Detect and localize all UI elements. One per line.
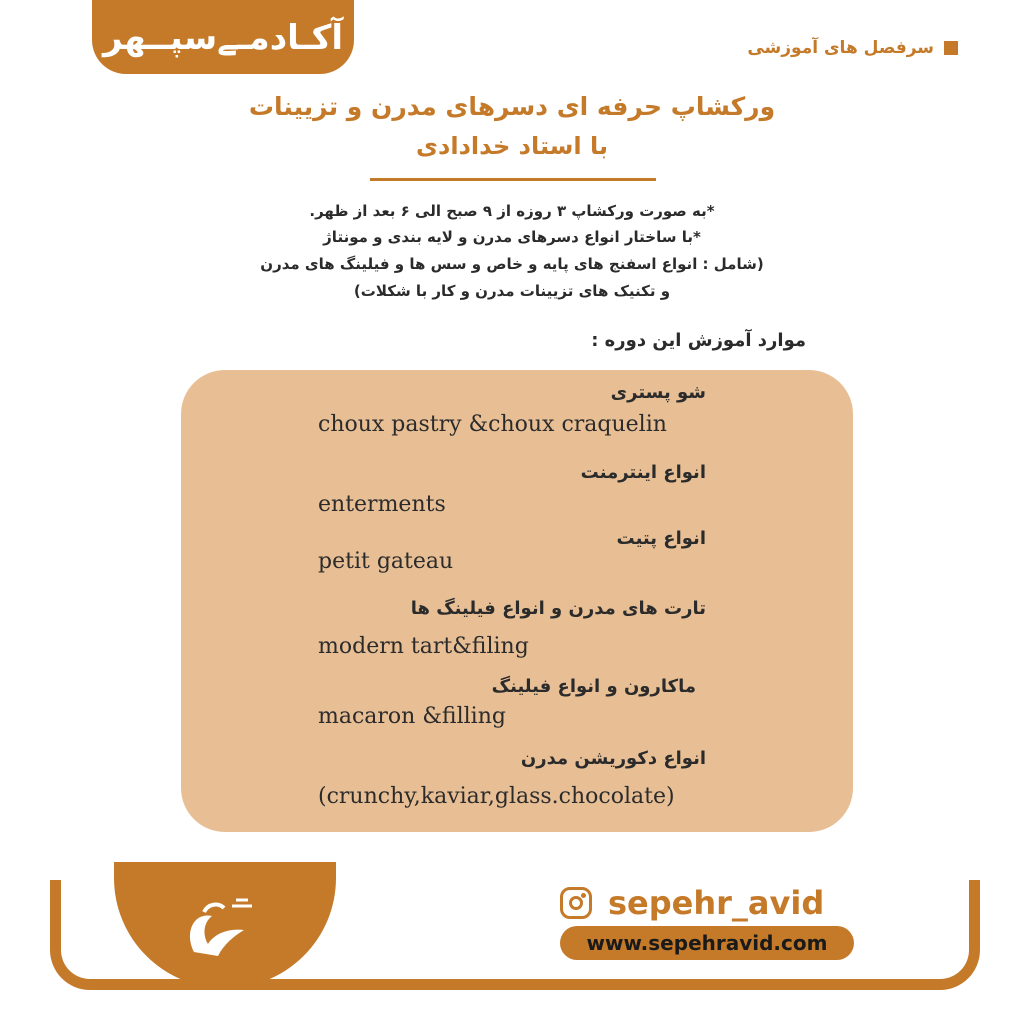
section-label [747,38,958,58]
topic-title-en: petit gateau [318,549,454,574]
topic-title-en: modern tart&filing [318,634,529,659]
topic-title-en: (crunchy,kaviar,glass.chocolate) [318,784,675,809]
workshop-instructor: با استاد خدادادی [416,132,608,160]
brand-name: آکـادمـےسپــهر [102,17,343,58]
bird-logo-icon [174,882,274,972]
topic-title-fa: انواع پتیت [616,528,706,549]
brand-tab [92,0,354,74]
workshop-title: ورکشاپ حرفه ای دسرهای مدرن و تزیینات [248,92,776,121]
topic-title-en: macaron &filling [318,704,506,729]
topic-title-en: enterments [318,492,446,517]
description-line: (شامل : انواع اسفنج های پایه و خاص و سس ها و فیلینگ های مدرن [260,255,764,273]
description-line: *با ساختار انواع دسرهای مدرن و لایه بندی و مونتاژ [323,228,701,246]
topic-title-fa: ماکارون و انواع فیلینگ [491,676,696,697]
title-divider [370,178,656,181]
topic-title-fa: شو پستری [610,382,706,403]
topic-title-fa: تارت های مدرن و انواع فیلینگ ها [410,598,706,619]
bullet-square-icon [944,41,958,55]
topic-title-en: choux pastry &choux craquelin [318,412,667,437]
section-label-text: سرفصل های آموزشی [747,38,934,58]
topic-title-fa: انواع اینترمنت [580,462,706,483]
instagram-handle[interactable]: sepehr_avid [608,884,825,922]
description-line: و تکنیک های تزیینات مدرن و کار با شکلات) [353,282,671,300]
instagram-row[interactable] [560,884,824,922]
topics-heading: موارد آموزش این دوره : [591,330,806,351]
description-line: *به صورت ورکشاپ ۳ روزه از ۹ صبح الی ۶ بعد از ظهر. [309,202,715,220]
website-link[interactable]: www.sepehravid.com [560,926,854,960]
topic-title-fa: انواع دکوریشن مدرن [520,748,706,769]
instagram-icon [560,887,592,919]
